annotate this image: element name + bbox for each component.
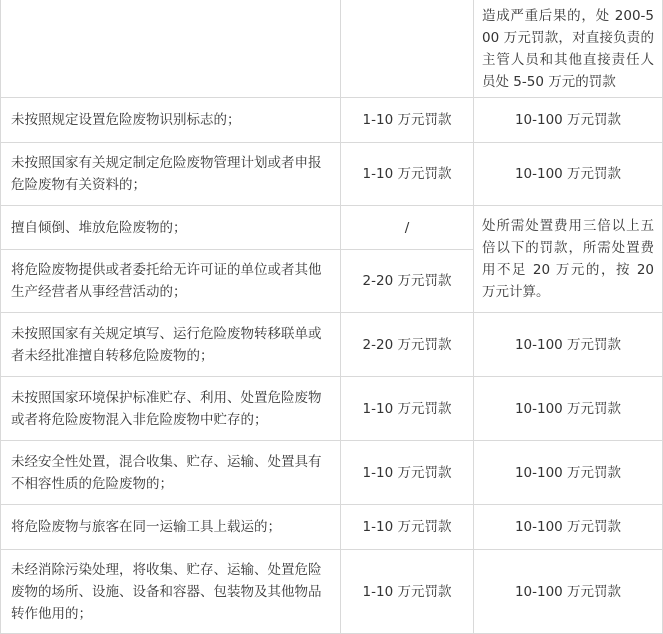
table-row [1,143,663,206]
table-row [1,0,663,98]
supervisor-fine-cell: 10-100 万元罚款 [474,98,663,143]
fine-cell: 1-10 万元罚款 [341,550,474,634]
table-row [1,505,663,550]
fine-cell: 1-10 万元罚款 [341,505,474,550]
violation-cell [1,0,341,98]
fine-cell: 1-10 万元罚款 [341,377,474,441]
supervisor-fine-cell: 10-100 万元罚款 [474,441,663,505]
fine-cell [341,0,474,98]
violation-cell: 未经消除污染处理，将收集、贮存、运输、处置危险废物的场所、设施、设备和容器、包装物及其他物品转作他用的； [1,550,341,634]
supervisor-fine-cell: 10-100 万元罚款 [474,143,663,206]
supervisor-fine-cell: 10-100 万元罚款 [474,550,663,634]
violation-cell: 未经安全性处置，混合收集、贮存、运输、处置具有不相容性质的危险废物的； [1,441,341,505]
violation-cell: 将危险废物提供或者委托给无许可证的单位或者其他生产经营者从事经营活动的； [1,250,341,313]
violation-cell: 擅自倾倒、堆放危险废物的； [1,206,341,250]
table-row [1,377,663,441]
table-row [1,206,663,250]
supervisor-fine-cell: 10-100 万元罚款 [474,313,663,377]
table-row [1,550,663,634]
violation-cell: 未按照国家环境保护标准贮存、利用、处置危险废物或者将危险废物混入非危险废物中贮存的； [1,377,341,441]
fine-cell: 2-20 万元罚款 [341,250,474,313]
violation-cell: 未按照国家有关规定填写、运行危险废物转移联单或者未经批准擅自转移危险废物的； [1,313,341,377]
violation-cell: 将危险废物与旅客在同一运输工具上载运的； [1,505,341,550]
table-row [1,313,663,377]
supervisor-fine-cell: 造成严重后果的，处 200-500 万元罚款，对直接负责的主管人员和其他直接责任人员处 5-50 万元的罚款 [474,0,663,98]
table-row [1,441,663,505]
supervisor-fine-cell: 10-100 万元罚款 [474,505,663,550]
supervisor-fine-cell: 处所需处置费用三倍以上五倍以下的罚款，所需处置费用不足 20 万元的，按 20 万元计算。 [474,206,663,313]
fine-cell: 2-20 万元罚款 [341,313,474,377]
fine-cell: / [341,206,474,250]
violation-cell: 未按照规定设置危险废物识别标志的； [1,98,341,143]
fine-cell: 1-10 万元罚款 [341,98,474,143]
fine-cell: 1-10 万元罚款 [341,143,474,206]
supervisor-fine-cell: 10-100 万元罚款 [474,377,663,441]
table-row [1,98,663,143]
violation-cell: 未按照国家有关规定制定危险废物管理计划或者申报危险废物有关资料的； [1,143,341,206]
fine-cell: 1-10 万元罚款 [341,441,474,505]
